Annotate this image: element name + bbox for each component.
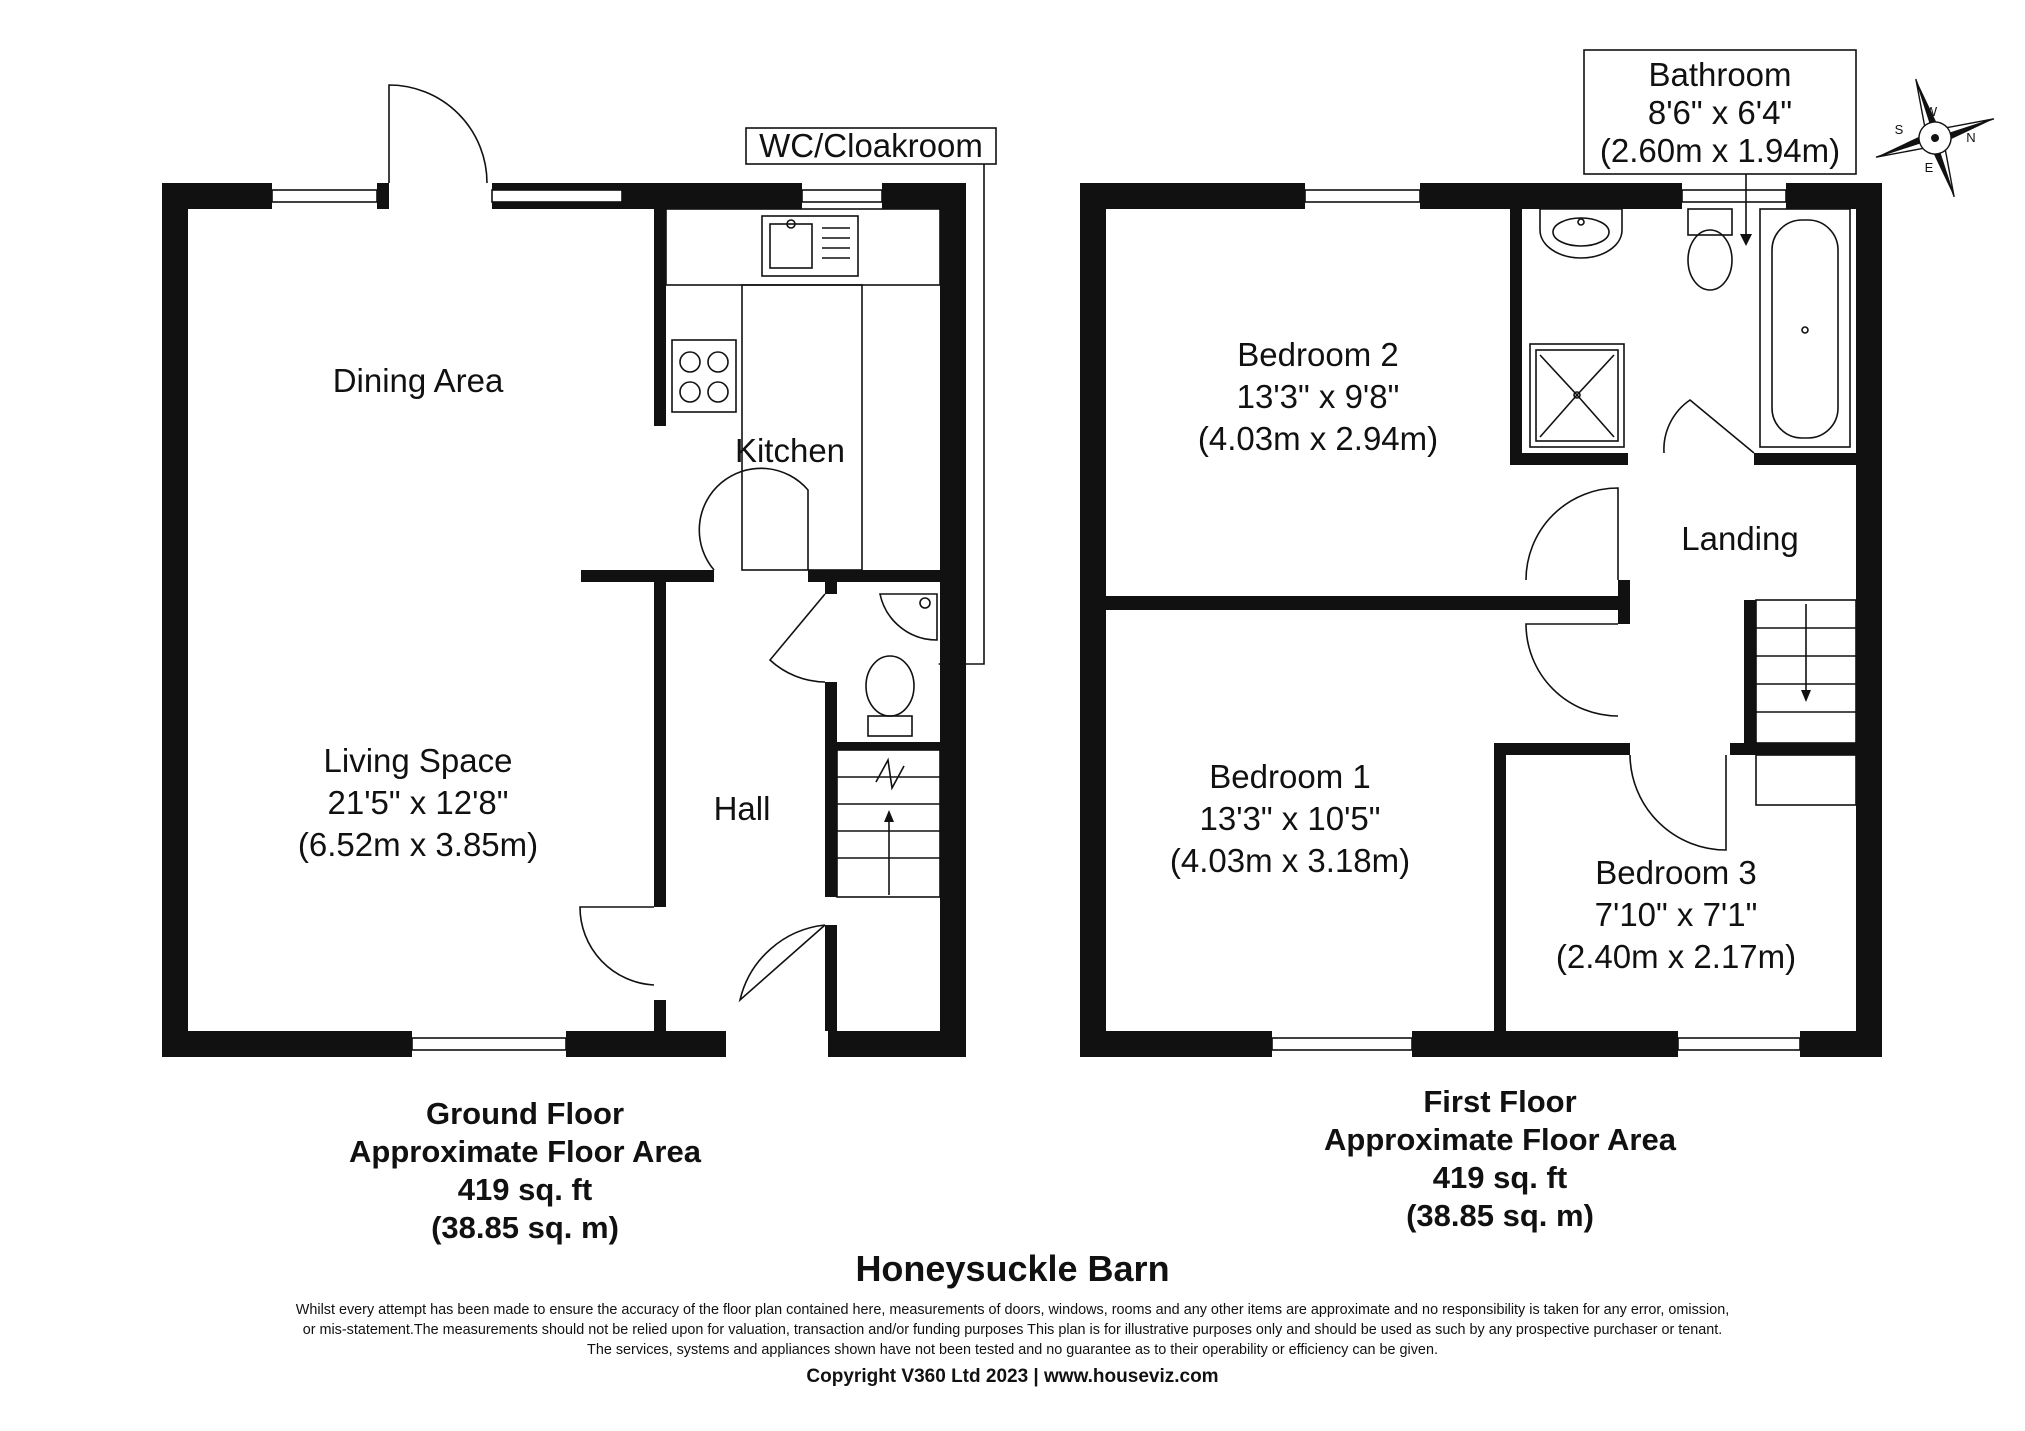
ground-floor-walls — [162, 183, 966, 1057]
ground-floor-windows — [272, 190, 882, 1050]
room-size-living-space-metric: (6.52m x 3.85m) — [297, 826, 539, 863]
toilet-icon — [866, 656, 914, 736]
disclaimer — [140, 1300, 1885, 1360]
bedroom-3-cupboard — [1756, 755, 1856, 805]
first-floor-fixtures — [1530, 209, 1856, 805]
first-floor-area-label: Approximate Floor Area — [1324, 1122, 1676, 1157]
room-label-bathroom: Bathroom — [1648, 56, 1792, 93]
room-size-bedroom-1-imperial: 13'3" x 10'5" — [1199, 800, 1381, 837]
room-label-hall: Hall — [713, 790, 771, 827]
bathroom-callout — [1584, 50, 1856, 246]
compass-label-s: S — [1894, 122, 1904, 137]
first-floor-labels — [1170, 336, 1799, 975]
room-size-bedroom-3-imperial: 7'10" x 7'1" — [1594, 896, 1758, 933]
first-floor-title: First Floor — [1423, 1084, 1577, 1119]
wc-basin-icon — [880, 594, 937, 640]
ground-floor-fixtures — [666, 209, 940, 897]
room-label-bedroom-1: Bedroom 1 — [1209, 758, 1371, 795]
room-size-bedroom-2-metric: (4.03m x 2.94m) — [1197, 420, 1439, 457]
room-label-bedroom-3: Bedroom 3 — [1595, 854, 1757, 891]
room-size-bathroom-metric: (2.60m x 1.94m) — [1599, 132, 1841, 169]
room-label-dining-area: Dining Area — [332, 362, 504, 399]
kitchen-sink-icon — [762, 216, 858, 276]
ground-floor-labels — [298, 127, 983, 863]
disclaimer-line: or mis-statement.The measurements should not be relied upon for valuation, transaction and/or funding purposes This plan is for illustrative purposes only and should be used as such by any prospective purchaser or tenant. — [302, 1322, 1723, 1338]
room-size-living-space-imperial: 21'5" x 12'8" — [327, 784, 509, 821]
first-floor-plan — [1080, 50, 1882, 1057]
ground-floor-caption — [325, 1095, 725, 1247]
ground-stairs — [837, 750, 940, 897]
ground-floor-area-sqm: (38.85 sq. m) — [431, 1210, 619, 1245]
room-label-landing: Landing — [1681, 520, 1799, 557]
room-size-bathroom-imperial: 8'6" x 6'4" — [1647, 94, 1793, 131]
compass-label-e: E — [1924, 160, 1934, 175]
kitchen-worktop — [666, 209, 940, 570]
ground-floor-area-sqft: 419 sq. ft — [457, 1172, 593, 1207]
ground-floor-area-label: Approximate Floor Area — [349, 1134, 701, 1169]
room-label-living-space: Living Space — [323, 742, 513, 779]
first-floor-doors — [1526, 400, 1754, 850]
first-floor-walls — [1080, 183, 1882, 1057]
first-floor-stairs — [1756, 600, 1856, 743]
shower-tray-icon — [1530, 344, 1624, 447]
room-label-bedroom-2: Bedroom 2 — [1237, 336, 1399, 373]
room-size-bedroom-3-metric: (2.40m x 2.17m) — [1555, 938, 1797, 975]
first-floor-caption — [1300, 1083, 1700, 1235]
ground-floor-title: Ground Floor — [425, 1096, 625, 1131]
disclaimer-line: Whilst every attempt has been made to ensure the accuracy of the floor plan contained here, measurements of doors, windows, rooms and any other items are approximate and no responsibility is taken for any error, omission, — [295, 1302, 1730, 1318]
bathtub-icon — [1760, 209, 1850, 447]
hob-icon — [672, 340, 736, 412]
room-size-bedroom-1-metric: (4.03m x 3.18m) — [1169, 842, 1411, 879]
room-label-kitchen: Kitchen — [734, 432, 846, 469]
first-floor-area-sqm: (38.85 sq. m) — [1406, 1198, 1594, 1233]
bathroom-basin-icon — [1540, 209, 1622, 258]
disclaimer-line: The services, systems and appliances shown have not been tested and no guarantee as to their operability or efficiency can be given. — [587, 1342, 1438, 1358]
first-floor-area-sqft: 419 sq. ft — [1432, 1160, 1568, 1195]
room-label-wc-cloakroom: WC/Cloakroom — [759, 127, 983, 164]
compass-label-w: W — [1924, 104, 1938, 119]
room-size-bedroom-2-imperial: 13'3" x 9'8" — [1236, 378, 1400, 415]
compass-label-n: N — [1966, 130, 1976, 145]
bathroom-toilet-icon — [1688, 209, 1732, 290]
ground-floor-plan — [162, 85, 996, 1057]
copyright: Copyright V360 Ltd 2023 | www.houseviz.com — [806, 1366, 1219, 1387]
property-name: Honeysuckle Barn — [855, 1248, 1170, 1289]
